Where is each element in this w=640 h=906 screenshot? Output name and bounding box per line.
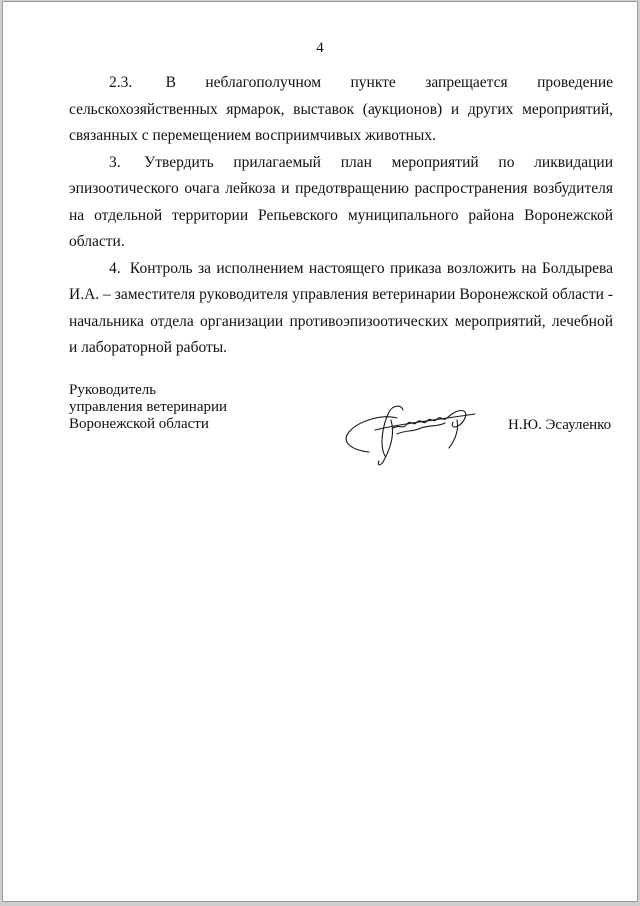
document-body <box>69 70 613 362</box>
paragraph-4 <box>69 256 613 362</box>
paragraph-number: 2.3. <box>109 74 133 91</box>
page-number: 4 <box>316 40 324 56</box>
signer-title-line: Воронежской области <box>69 416 209 432</box>
paragraph-number: 4. <box>109 259 121 277</box>
signer-title-line: управления ветеринарии <box>69 399 228 415</box>
paragraph-text: Контроль за исполнением настоящего приказа возложить на Болдырева И.А. – заместителя руководителя управления ветеринарии Воронежской области - начальника отдела организации противоэпизоотических мероприятий, лечебной и лабораторной работы. <box>69 259 614 356</box>
paragraph-3 <box>69 150 613 256</box>
handwritten-signature <box>339 400 489 468</box>
signer-title-line: Руководитель <box>69 382 157 398</box>
document-page <box>2 1 638 902</box>
signer-title <box>69 382 227 433</box>
paragraph-number: 3. <box>109 153 121 171</box>
paragraph-2-3 <box>69 70 613 150</box>
paragraph-text: Утвердить прилагаемый план мероприятий по ликвидации эпизоотического очага лейкоза и предотвращению распространения возбудителя на отдельной территории Репьевского муниципального района Воронежской области. <box>69 153 614 250</box>
signer-name: Н.Ю. Эсауленко <box>508 417 612 433</box>
paragraph-text: В неблагополучном пункте запрещается проведение сельскохозяйственных ярмарок, выставок (аукционов) и других мероприятий, связанных с перемещением восприимчивых животных. <box>69 74 614 144</box>
